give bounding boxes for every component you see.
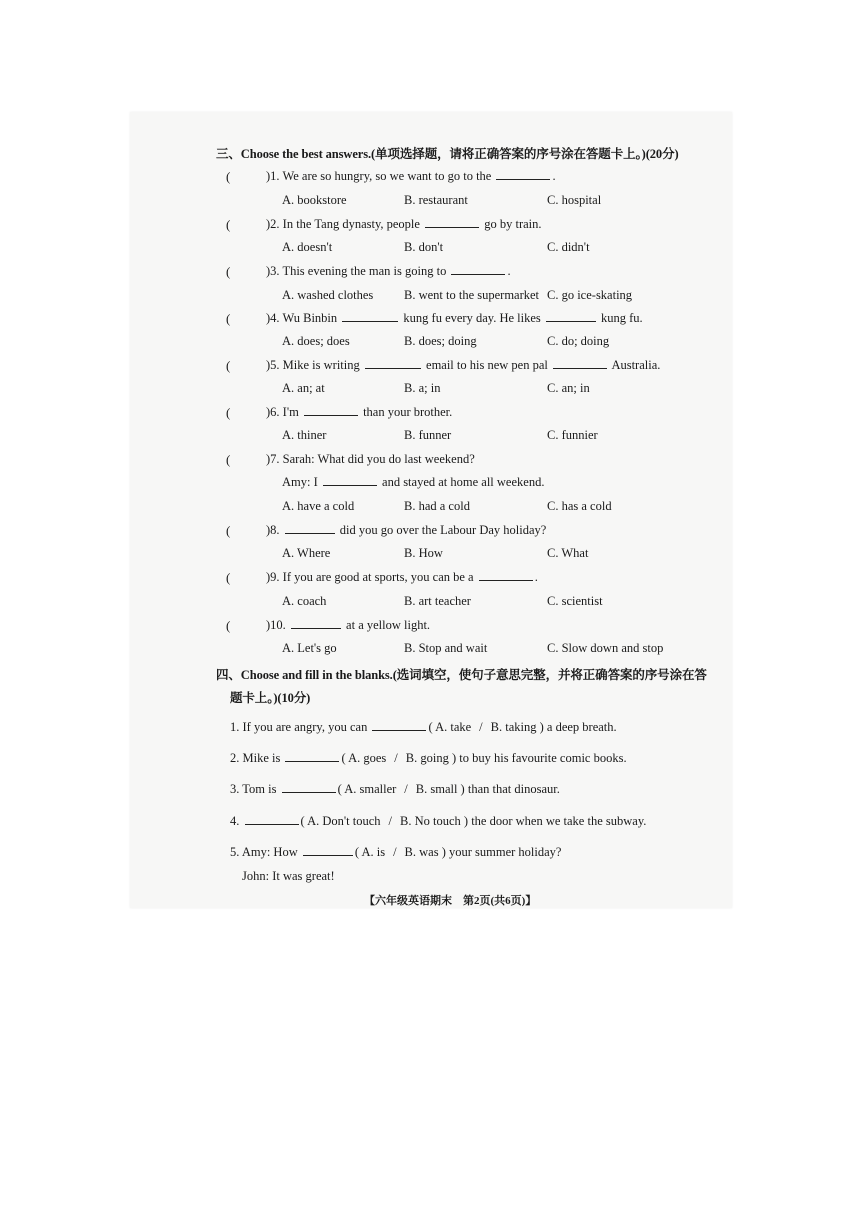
answer-paren: (: [226, 570, 231, 585]
item-number: 1.: [230, 720, 240, 734]
choice-separator: /: [388, 814, 393, 828]
choice-separator: /: [404, 782, 408, 796]
item-text-end: a deep breath.: [546, 720, 617, 734]
answer-blank: [546, 311, 596, 322]
question-text-end: .: [507, 264, 511, 278]
answer-paren: (: [226, 452, 231, 467]
item-number: 4.: [230, 814, 240, 828]
question-4: [266, 311, 643, 326]
option-c: C. What: [547, 546, 589, 560]
fill-item-1: [230, 720, 617, 735]
fill-item-3: [230, 782, 560, 797]
answer-blank: [365, 358, 421, 369]
choice-b: B. No touch ): [400, 814, 469, 828]
exam-page: [130, 112, 732, 908]
question-text-end: go by train.: [484, 217, 542, 231]
answer-blank: [496, 169, 550, 180]
option-b: B. went to the supermarket: [404, 288, 540, 302]
choice-a: ( A. goes: [341, 751, 387, 765]
question-9: [266, 570, 538, 585]
question-text-end: Australia.: [611, 358, 661, 372]
answer-paren: (: [226, 618, 231, 633]
item-number: 3.: [230, 782, 240, 796]
question-text-end: at a yellow light.: [346, 618, 431, 632]
question-text-end: kung fu.: [601, 311, 643, 325]
answer-blank: [425, 217, 479, 228]
item-text: Amy: How: [241, 845, 298, 859]
answer-blank: [342, 311, 398, 322]
option-b: B. Stop and wait: [404, 641, 488, 655]
option-c: C. didn't: [547, 240, 590, 254]
question-number: )1.: [266, 169, 280, 183]
section3-title: 三、Choose the best answers.(单项选择题，请将正确答案的序号涂在答题卡上。)(20分): [216, 147, 679, 161]
option-b: B. art teacher: [404, 594, 471, 608]
answer-blank: [291, 618, 341, 629]
item-text: If you are angry, you can: [242, 720, 368, 734]
option-b: B. don't: [404, 240, 444, 254]
question-number: )2.: [266, 217, 280, 231]
question-text-end: .: [552, 169, 556, 183]
question-text-end: .: [534, 570, 538, 584]
question-7-line2: [282, 475, 544, 490]
question-text-end: did you go over the Labour Day holiday?: [339, 523, 547, 537]
question-3: [266, 264, 511, 279]
question-5: [266, 358, 660, 373]
option-c: C. go ice-skating: [547, 288, 633, 302]
item-text-end: the door when we take the subway.: [471, 814, 647, 828]
choice-a: ( A. smaller: [337, 782, 397, 796]
question-text: Amy: I: [282, 475, 318, 489]
question-8: [266, 523, 546, 538]
answer-blank: [323, 475, 377, 486]
choice-a: ( A. Don't touch: [300, 814, 381, 828]
answer-paren: (: [226, 405, 231, 420]
choice-separator: /: [393, 845, 397, 859]
option-a: A. have a cold: [282, 499, 355, 513]
item-text: Mike is: [242, 751, 281, 765]
answer-blank: [285, 751, 339, 762]
question-2: [266, 217, 542, 232]
question-text-middle: email to his new pen pal: [426, 358, 548, 372]
question-text: Wu Binbin: [282, 311, 338, 325]
question-text: I'm: [282, 405, 299, 419]
option-c: C. an; in: [547, 381, 590, 395]
answer-paren: (: [226, 358, 231, 373]
option-b: B. funner: [404, 428, 452, 442]
question-7: [266, 452, 475, 467]
item-text-end: to buy his favourite comic books.: [459, 751, 627, 765]
question-text-end: and stayed at home all weekend.: [382, 475, 545, 489]
answer-blank: [479, 570, 533, 581]
choice-a: ( A. is: [354, 845, 386, 859]
section4-title-line2: 题卡上。)(10分): [230, 691, 311, 705]
question-6: [266, 405, 452, 420]
question-number: )6.: [266, 405, 280, 419]
option-b: B. How: [404, 546, 443, 560]
question-text: This evening the man is going to: [282, 264, 447, 278]
option-a: A. an; at: [282, 381, 325, 395]
fill-item-2: [230, 751, 627, 766]
question-text-end: than your brother.: [363, 405, 453, 419]
choice-b: B. taking ): [490, 720, 544, 734]
option-a: A. washed clothes: [282, 288, 374, 302]
question-text-middle: kung fu every day. He likes: [403, 311, 541, 325]
question-1: [266, 169, 556, 184]
question-number: )5.: [266, 358, 280, 372]
choice-a: ( A. take: [428, 720, 472, 734]
answer-paren: (: [226, 311, 231, 326]
option-c: C. has a cold: [547, 499, 612, 513]
question-text: If you are good at sports, you can be a: [282, 570, 474, 584]
option-c: C. scientist: [547, 594, 603, 608]
dialogue-reply: John: It was great!: [242, 869, 335, 883]
choice-b: B. going ): [405, 751, 457, 765]
option-b: B. restaurant: [404, 193, 468, 207]
option-c: C. hospital: [547, 193, 602, 207]
option-a: A. doesn't: [282, 240, 333, 254]
page-footer: 【六年级英语期末 第2页(共6页)】: [364, 895, 537, 907]
answer-paren: (: [226, 264, 231, 279]
option-c: C. funnier: [547, 428, 598, 442]
question-number: )9.: [266, 570, 280, 584]
fill-item-5: [230, 845, 561, 860]
answer-blank: [245, 814, 299, 825]
section4-title: 四、Choose and fill in the blanks.(选词填空，使句子意思完整，并将正确答案的序号涂在答: [216, 668, 707, 682]
answer-blank: [553, 358, 607, 369]
option-a: A. coach: [282, 594, 327, 608]
answer-blank: [372, 720, 426, 731]
answer-blank: [304, 405, 358, 416]
item-number: 5.: [230, 845, 240, 859]
item-text: Tom is: [242, 782, 277, 796]
item-text-end: than that dinosaur.: [467, 782, 560, 796]
question-number: )8.: [266, 523, 280, 537]
item-text-end: your summer holiday?: [449, 845, 562, 859]
choice-b: B. small ): [415, 782, 465, 796]
choice-b: B. was ): [404, 845, 446, 859]
question-text: We are so hungry, so we want to go to the: [282, 169, 492, 183]
item-number: 2.: [230, 751, 240, 765]
option-a: A. thiner: [282, 428, 327, 442]
answer-paren: (: [226, 169, 231, 184]
choice-separator: /: [394, 751, 398, 765]
answer-paren: (: [226, 217, 231, 232]
question-text: Sarah: What did you do last weekend?: [282, 452, 475, 466]
question-text: In the Tang dynasty, people: [282, 217, 420, 231]
answer-blank: [282, 782, 336, 793]
option-c: C. do; doing: [547, 334, 610, 348]
answer-paren: (: [226, 523, 231, 538]
answer-blank: [451, 264, 505, 275]
answer-blank: [285, 523, 335, 534]
option-c: C. Slow down and stop: [547, 641, 664, 655]
question-number: )7.: [266, 452, 280, 466]
choice-separator: /: [479, 720, 483, 734]
question-text: Mike is writing: [282, 358, 360, 372]
question-number: )4.: [266, 311, 280, 325]
option-b: B. a; in: [404, 381, 441, 395]
option-b: B. does; doing: [404, 334, 477, 348]
fill-item-4: [230, 814, 646, 829]
option-a: A. does; does: [282, 334, 350, 348]
question-number: )10.: [266, 618, 286, 632]
question-10: [266, 618, 430, 633]
option-a: A. Where: [282, 546, 331, 560]
question-number: )3.: [266, 264, 280, 278]
option-a: A. bookstore: [282, 193, 347, 207]
answer-blank: [303, 845, 353, 856]
option-a: A. Let's go: [282, 641, 337, 655]
option-b: B. had a cold: [404, 499, 470, 513]
